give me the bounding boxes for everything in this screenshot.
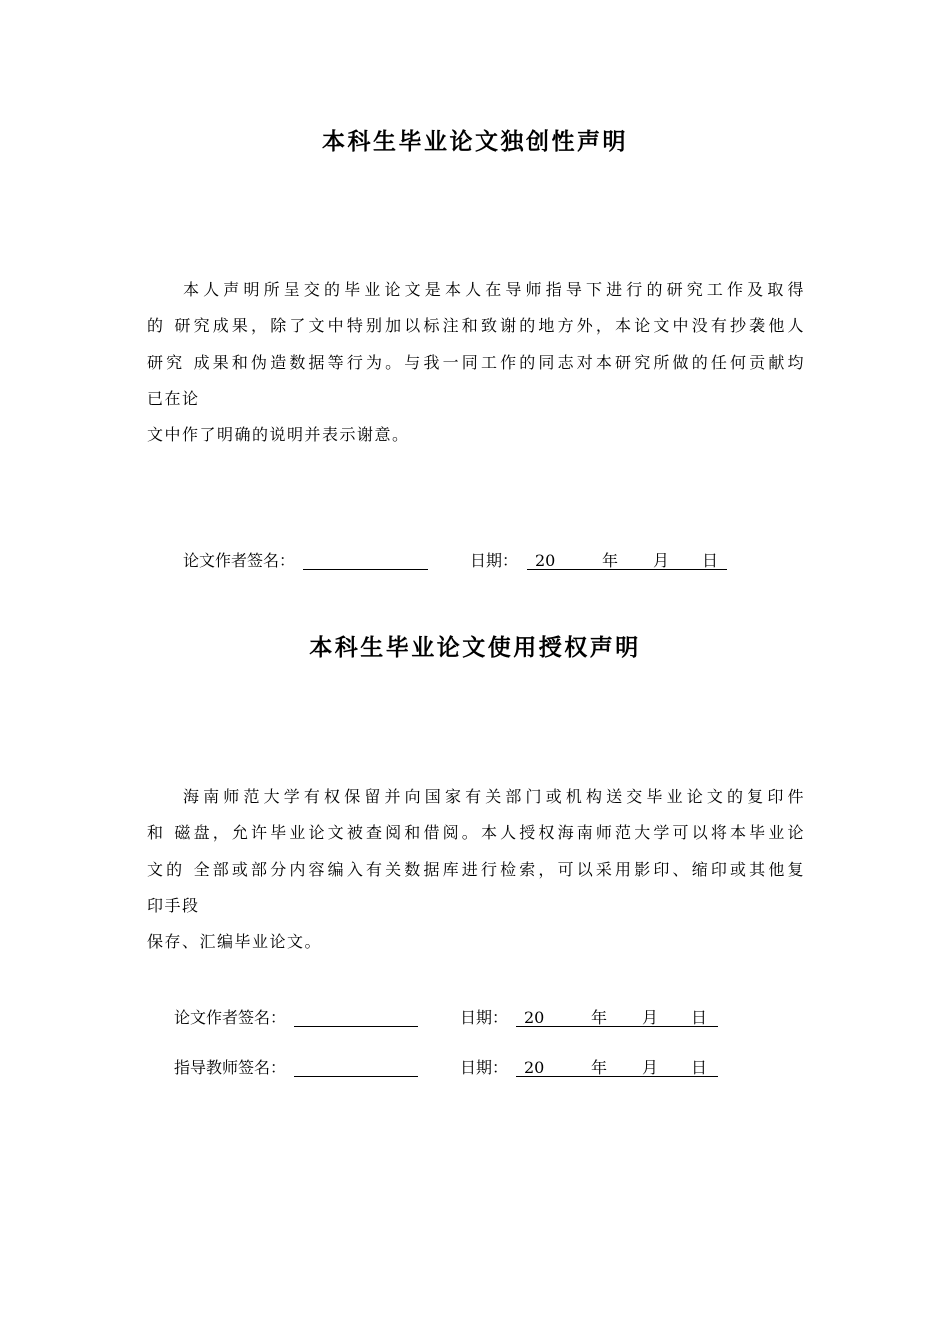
- date-year-prefix: 20: [535, 551, 556, 570]
- paragraph-line: 文的 全部或部分内容编入有关数据库进行检索，可以采用影印、缩印或其他复: [147, 859, 805, 879]
- paragraph-line: 文中作了明确的说明并表示谢意。: [147, 425, 410, 444]
- date-label: 日期：: [460, 1058, 509, 1077]
- originality-declaration-title: 本科生毕业论文独创性声明: [322, 129, 628, 155]
- date-field: [516, 1008, 718, 1027]
- paragraph-line: 保存、汇编毕业论文。: [147, 932, 323, 951]
- date-label: 日期：: [470, 551, 519, 570]
- usage-authorization-paragraph: [147, 779, 805, 960]
- date-year-prefix: 20: [524, 1008, 545, 1027]
- date-month-unit: 月: [642, 1008, 659, 1027]
- author-signature-label: 论文作者签名：: [174, 1008, 287, 1027]
- author-signature-blank: [294, 1008, 418, 1027]
- paragraph-line: 的 研究成果，除了文中特别加以标注和致谢的地方外，本论文中没有抄袭他人: [147, 316, 805, 336]
- date-field: [516, 1058, 718, 1077]
- date-day-unit: 日: [691, 1008, 708, 1027]
- date-day-unit: 日: [691, 1058, 708, 1077]
- advisor-signature-label: 指导教师签名：: [174, 1058, 287, 1077]
- date-year-unit: 年: [602, 551, 619, 570]
- author-signature-blank: [303, 551, 428, 570]
- date-field: [527, 551, 727, 570]
- author-signature-row: [183, 551, 743, 571]
- usage-authorization-title: 本科生毕业论文使用授权声明: [309, 635, 641, 661]
- paragraph-line: 已在论: [147, 388, 200, 408]
- date-year-unit: 年: [591, 1058, 608, 1077]
- date-year-unit: 年: [591, 1008, 608, 1027]
- paragraph-line: 印手段: [147, 895, 200, 915]
- author-signature-row: [174, 1008, 734, 1028]
- paragraph-line: 海南师范大学有权保留并向国家有关部门或机构送交毕业论文的复印件: [183, 787, 805, 806]
- paragraph-line: 研究 成果和伪造数据等行为。与我一同工作的同志对本研究所做的任何贡献均: [147, 352, 805, 372]
- date-month-unit: 月: [642, 1058, 659, 1077]
- advisor-signature-row: [174, 1058, 734, 1078]
- paragraph-line: 和 磁盘，允许毕业论文被查阅和借阅。本人授权海南师范大学可以将本毕业论: [147, 823, 805, 843]
- date-year-prefix: 20: [524, 1058, 545, 1077]
- date-day-unit: 日: [702, 551, 719, 570]
- date-month-unit: 月: [653, 551, 670, 570]
- advisor-signature-blank: [294, 1058, 418, 1077]
- paragraph-line: 本人声明所呈交的毕业论文是本人在导师指导下进行的研究工作及取得: [183, 280, 805, 299]
- author-signature-label: 论文作者签名：: [183, 551, 296, 570]
- originality-declaration-paragraph: [147, 272, 805, 453]
- date-label: 日期：: [460, 1008, 509, 1027]
